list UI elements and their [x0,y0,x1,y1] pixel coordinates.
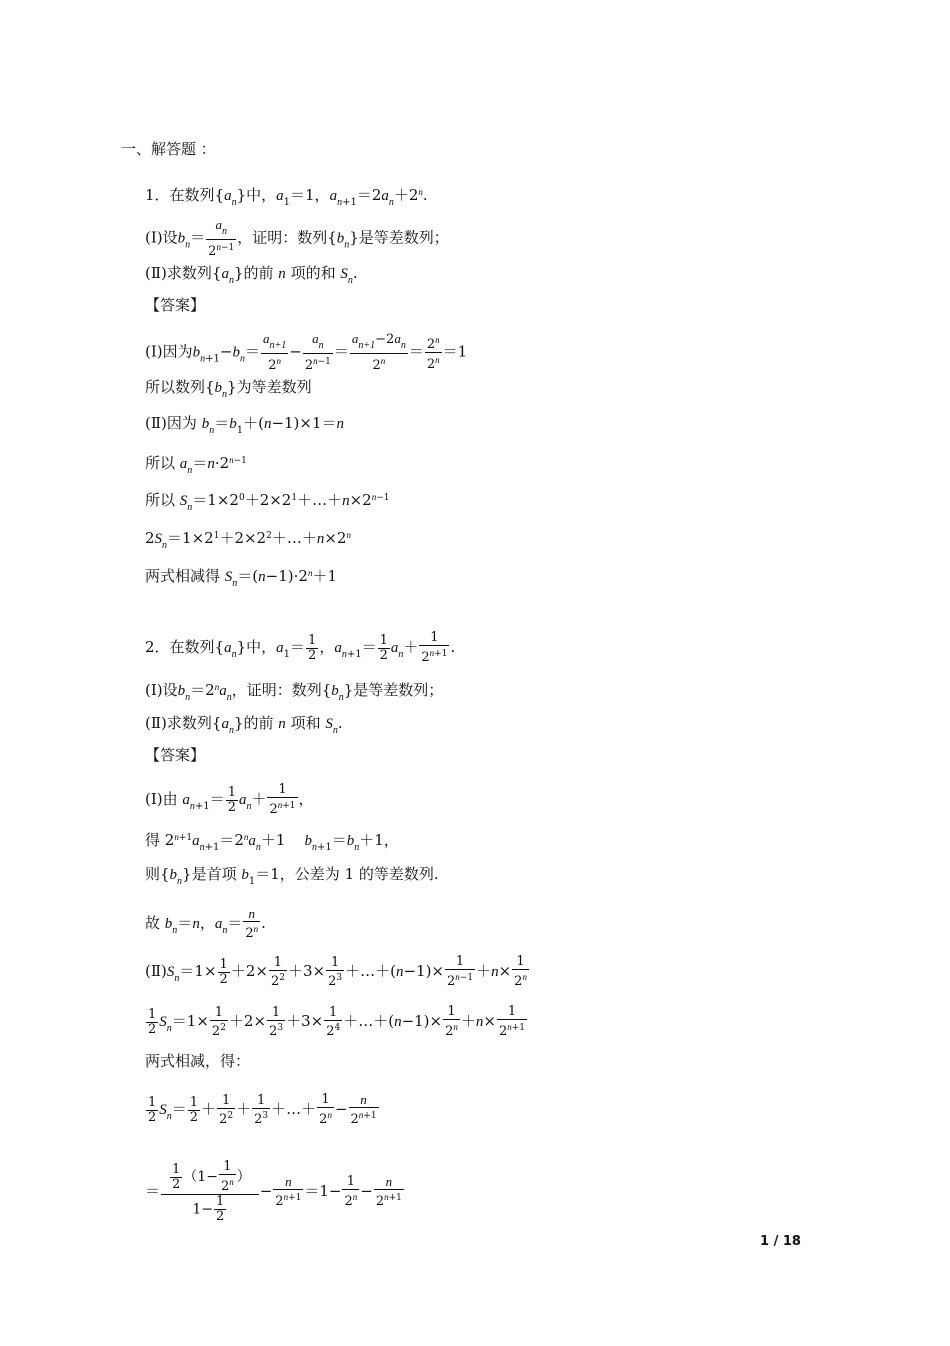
p2-part1-question: (Ⅰ)设$b_n=2^na_n$，证明：数列$\{b_n\}$是等差数列； [145,681,444,703]
p2-part2-question: (Ⅱ)求数列$\{a_n\}$的前 n 项和 $S_n$. [145,714,343,736]
p1-part1-question: (Ⅰ)设$b_n=$ $\frac{a_n}{2^{n-1}}$ ，证明：数列$\{b_n\}$是等差数列； [145,217,449,259]
p1-part2-question: (Ⅱ)求数列$\{a_n\}$的前 n 项的和 $S_n$. [145,264,358,286]
p1-answer-line-3: (Ⅱ)因为 $b_n=b_1+(n-1)\times 1=n$ [145,414,345,436]
p2-answer-line-8: $\frac{1}{2}$ $S_n=$ $\frac{1}{2}$ ＋ $\frac{1}{2^2}$ ＋ $\frac{1}{2^3}$ ＋…＋ $\frac{1}{2^n}$ − $\frac{n}{2^{n+1}}$ [148,1092,377,1127]
p1-answer-line-7: 两式相减得 $S_n=(n-1)\cdot 2^n+1$ [145,567,337,589]
p2-answer-line-9: ＝ $\frac{1}{2}$ （1− $\frac{1}{2^n}$ ） 1− $\frac{1}{2}$ − $\frac{n}{2^{n+1}}$ ＝1− $\frac{1}{2^n}$ − $\frac{n}{2^{n+1}}$ [145,1159,402,1224]
p2-answer-label: 【答案】 [145,746,206,764]
p2-answer-line-6: $\frac{1}{2}$ $S_n=1\times$ $\frac{1}{2^2}$ ＋2× $\frac{1}{2^3}$ ＋3× $\frac{1}{2^4}$ ＋…＋(n−1)× $\frac{1}{2^n}$ ＋n× $\frac{1}{2^{n+1}}$ [148,1004,526,1039]
p1-stem: 1．在数列$\{a_n\}$中，$a_1=1$，$a_{n+1}=2a_n+2^n$. [145,186,428,208]
p1-answer-line-6: $2S_n=1\times 2^1+2\times 2^2+\dots+n\times 2^n$ [145,529,351,551]
p1-answer-line-1: (Ⅰ)因为$b_{n+1}-b_n=$ $\frac{a_{n+1}}{2^n}$ − $\frac{a_n}{2^{n-1}}$ ＝ $\frac{a_{n+1}-2a_n}{2^n}$ ＝ $\frac{2^n}{2^n}$ ＝1 [145,331,468,373]
p1-answer-label: 【答案】 [145,296,206,314]
p1-answer-line-4: 所以 $a_n=n\cdot 2^{n-1}$ [145,454,247,476]
p2-answer-line-7: 两式相减，得： [145,1052,251,1070]
page-number: 1 / 18 [760,1234,801,1249]
p2-answer-line-4: 故 $b_n=n$，$a_n=$ $\frac{n}{2^n}$ . [145,906,266,941]
p1-answer-line-2: 所以数列$\{b_n\}$为等差数列 [145,378,312,400]
p2-answer-line-3: 则$\{b_n\}$是首项 $b_1=1$，公差为 1 的等差数列. [145,865,439,887]
p2-stem: 2．在数列$\{a_n\}$中，$a_1=$ $\frac{1}{2}$ ，$a_{n+1}=$ $\frac{1}{2}$ $a_n+$ $\frac{1}{2^{n+1}}$ . [145,630,456,665]
p1-answer-line-5: 所以 $S_n=1\times 2^0+2\times 2^1+\dots+n\times 2^{n-1}$ [145,491,390,513]
p2-answer-line-2: 得 $2^{n+1}a_{n+1}=2^na_n+1$ $b_{n+1}=b_n+1$， [145,831,399,853]
p2-answer-line-1: (Ⅰ)由 $a_{n+1}=$ $\frac{1}{2}$ $a_n+$ $\frac{1}{2^{n+1}}$ ， [145,782,314,817]
section-title: 一、解答题 ： [121,140,216,158]
p2-answer-line-5: $(Ⅱ)S_n=1\times$ $\frac{1}{2}$ ＋2× $\frac{1}{2^2}$ ＋3× $\frac{1}{2^3}$ ＋…＋(n−1)× $\frac{1}{2^{n-1}}$ ＋n× $\frac{1}{2^n}$ [145,954,527,989]
